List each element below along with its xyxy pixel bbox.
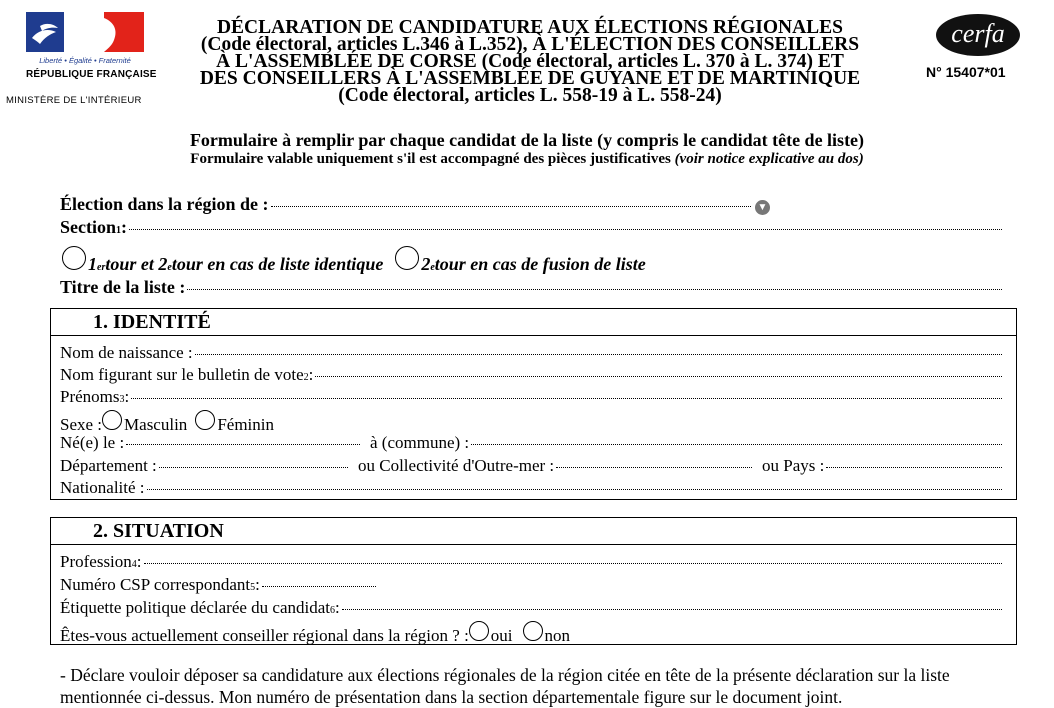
round-option-1-c: tour en cas de liste identique — [171, 254, 384, 274]
round-option-1-b: tour et 2 — [105, 254, 168, 274]
commune-label: à (commune) : — [370, 433, 470, 452]
declaration-text: - Déclare vouloir déposer sa candidature aux élections régionales de la région citée en tête de la présente déclaration sur la liste mentionnée ci-dessus. Mon numéro de présentation dans la section départementale figure sur le document joint. — [60, 665, 950, 707]
title-line-2: (Code électoral, articles L.346 à L.352), À L'ÉLECTION DES CONSEILLERS — [200, 34, 860, 55]
section-field[interactable] — [129, 229, 1002, 230]
profession-field[interactable] — [144, 563, 1002, 564]
section-row: Section 1 : — [60, 217, 1002, 238]
country-field[interactable] — [826, 467, 1002, 468]
validity-text: Formulaire valable uniquement s'il est accompagné des pièces justificatives — [190, 151, 671, 167]
dropdown-arrow-icon[interactable]: ▼ — [755, 200, 770, 215]
round-option-1-radio[interactable] — [62, 246, 86, 270]
round-option-2-a: 2 — [421, 254, 431, 274]
section-suffix: : — [121, 217, 127, 237]
region-label: Élection dans la région de : — [60, 194, 269, 214]
list-title-field[interactable] — [187, 289, 1002, 290]
sex-female-radio[interactable] — [195, 410, 215, 430]
commune-field[interactable] — [471, 444, 1002, 445]
title-line-3: À L'ASSEMBLÉE DE CORSE (Code électoral, articles L. 370 à L. 374) ET — [216, 51, 844, 72]
title-line-1: DÉCLARATION DE CANDIDATURE AUX ÉLECTIONS RÉGIONALES — [216, 17, 844, 38]
councillor-question: Êtes-vous actuellement conseiller régional dans la région ? : — [60, 626, 469, 645]
commune-row — [370, 433, 1002, 453]
identity-heading: 1. IDENTITÉ — [51, 309, 1016, 336]
sex-female-label: Féminin — [217, 415, 274, 434]
ballot-name-suffix: : — [308, 365, 314, 384]
first-names-row: Prénoms 3 : — [60, 387, 1002, 407]
document-title — [160, 19, 900, 104]
country-label: ou Pays : — [762, 456, 825, 475]
csp-suffix: : — [255, 575, 260, 594]
nationality-field[interactable] — [147, 489, 1002, 490]
councillor-no-radio[interactable] — [523, 621, 543, 641]
councillor-no-label: non — [544, 626, 571, 645]
french-flag-icon — [26, 12, 144, 52]
republic-name: RÉPUBLIQUE FRANÇAISE — [26, 69, 157, 80]
birth-date-label: Né(e) le : — [60, 433, 125, 452]
birth-date-field[interactable] — [126, 444, 360, 445]
ballot-name-row: Nom figurant sur le bulletin de vote 2 : — [60, 365, 1002, 385]
cerfa-logo: cerfa — [936, 14, 1020, 56]
situation-heading: 2. SITUATION — [51, 518, 1016, 545]
list-title-row — [60, 277, 1002, 298]
department-row — [60, 456, 348, 476]
ministry-name: MINISTÈRE DE L'INTÉRIEUR — [6, 95, 142, 106]
nationality-row — [60, 478, 1002, 498]
overseas-field[interactable] — [556, 467, 752, 468]
sex-male-radio[interactable] — [102, 410, 122, 430]
first-names-label: Prénoms — [60, 387, 120, 406]
birth-name-label: Nom de naissance : — [60, 343, 193, 362]
form-instruction: Formulaire à remplir par chaque candidat de la liste (y compris le candidat tête de liste) — [189, 130, 865, 150]
section-label: Section — [60, 217, 116, 237]
sex-row — [60, 410, 274, 435]
ballot-name-label: Nom figurant sur le bulletin de vote — [60, 365, 304, 384]
nationality-label: Nationalité : — [60, 478, 145, 497]
profession-label: Profession — [60, 552, 132, 571]
birth-name-row — [60, 343, 1002, 363]
round-option-2-radio[interactable] — [395, 246, 419, 270]
overseas-row — [358, 456, 752, 476]
political-label-row: Étiquette politique déclarée du candidat 6 : — [60, 598, 1002, 618]
councillor-yes-radio[interactable] — [469, 621, 489, 641]
department-label: Département : — [60, 456, 157, 475]
political-label-suffix: : — [335, 598, 340, 617]
republique-logo — [26, 12, 157, 80]
csp-field[interactable] — [262, 586, 376, 587]
list-title-label: Titre de la liste : — [60, 277, 186, 297]
political-label-label: Étiquette politique déclarée du candidat — [60, 598, 330, 617]
sex-label: Sexe : — [60, 415, 103, 434]
first-names-suffix: : — [124, 387, 130, 406]
round-option-2-b: tour en cas de fusion de liste — [434, 254, 646, 274]
birth-name-field[interactable] — [195, 354, 1002, 355]
republic-motto: Liberté • Égalité • Fraternité — [39, 56, 131, 65]
birth-date-row — [60, 433, 360, 453]
cerfa-number: N° 15407*01 — [926, 64, 1006, 80]
first-names-field[interactable] — [131, 398, 1002, 399]
title-line-5: (Code électoral, articles L. 558-19 à L. 558-24) — [338, 85, 722, 106]
title-line-4: DES CONSEILLERS À L'ASSEMBLÉE DE GUYANE ET DE MARTINIQUE — [199, 68, 861, 89]
validity-italic: (voir notice explicative au dos) — [674, 151, 864, 167]
overseas-label: ou Collectivité d'Outre-mer : — [358, 456, 555, 475]
department-field[interactable] — [159, 467, 348, 468]
councillor-row — [60, 621, 570, 646]
country-row — [762, 456, 1002, 476]
councillor-yes-label: oui — [490, 626, 513, 645]
form-validity-note — [0, 151, 1054, 168]
round-option-1-a: 1 — [88, 254, 97, 274]
csp-row: Numéro CSP correspondant 5 : — [60, 575, 376, 595]
profession-suffix: : — [136, 552, 142, 571]
region-select[interactable] — [271, 206, 751, 207]
political-label-field[interactable] — [342, 609, 1002, 610]
profession-row: Profession 4 : — [60, 552, 1002, 572]
sex-male-label: Masculin — [124, 415, 188, 434]
csp-label: Numéro CSP correspondant — [60, 575, 251, 594]
region-row — [60, 194, 770, 215]
round-row: 1 er tour et 2 e tour en cas de liste identique 2 e tour en cas de fusion de liste — [62, 246, 646, 275]
ballot-name-field[interactable] — [315, 376, 1002, 377]
